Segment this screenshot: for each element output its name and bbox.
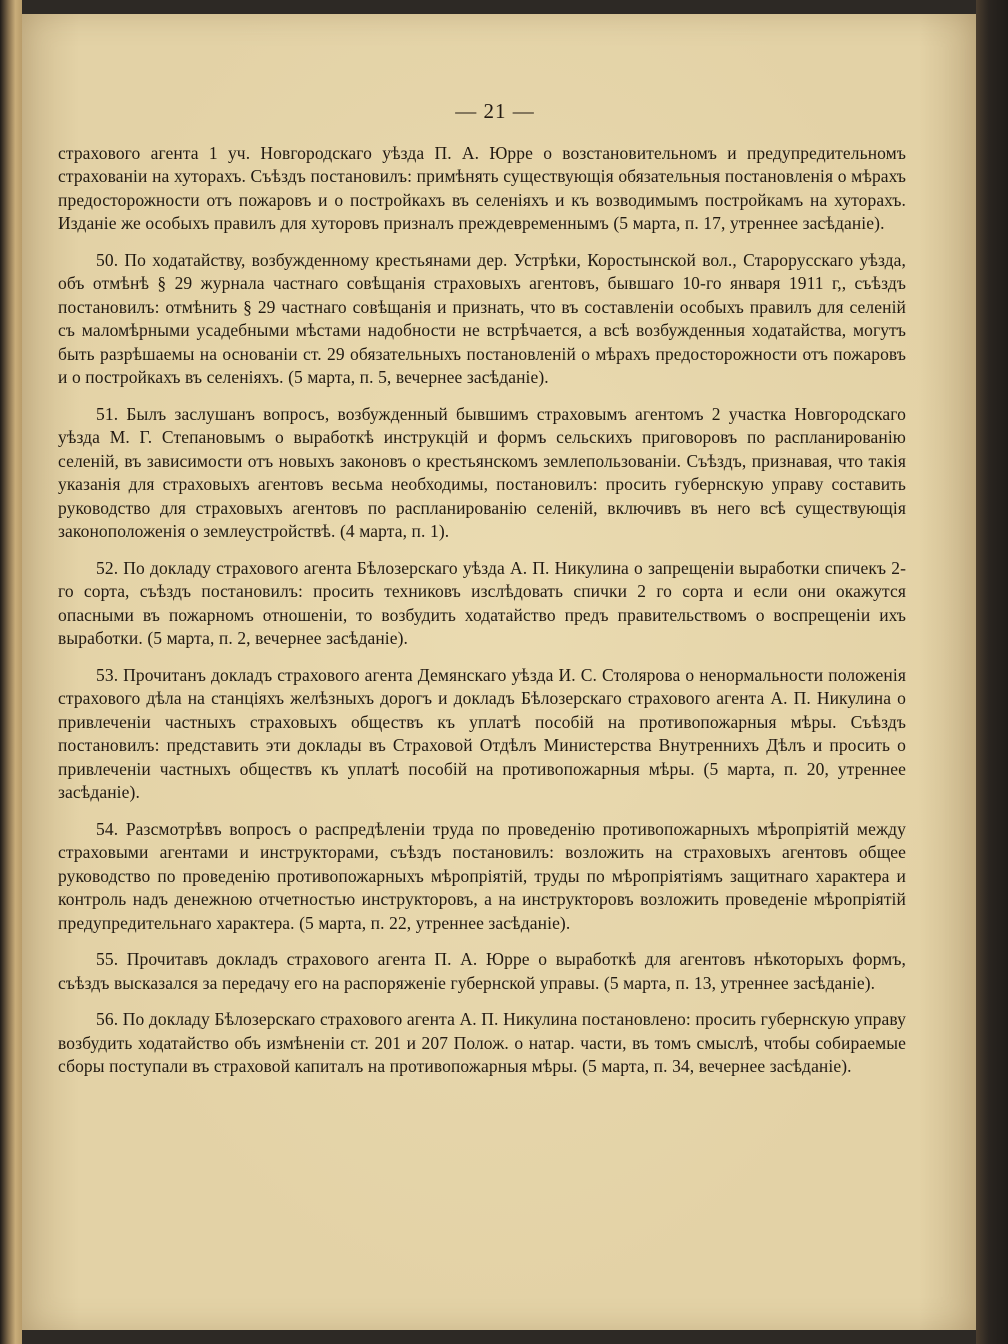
paragraph-51: 51. Былъ заслушанъ вопросъ, возбужденный бывшимъ страховымъ агентомъ 2 участка Новгородскаго уѣзда М. Г. Степановымъ о выработкѣ инструкцій и формъ сельскихъ приговоровъ по распланированію селеній, въ зависимости отъ новыхъ законовъ о крестьянскомъ землепользованіи. Съѣздъ, признавая, что такія указанія для страховыхъ агентовъ весьма необходимы, постановилъ: просить губернскую управу составить руководство для страховыхъ агентовъ по распланированію селеній, включивъ въ него всѣ существующія законоположенія о землеустройствѣ. (4 марта, п. 1). [58, 403, 906, 541]
paragraph-50: 50. По ходатайству, возбужденному крестьянами дер. Устрѣки, Коростынской вол., Старорусскаго уѣзда, объ отмѣнѣ § 29 журнала частнаго совѣщанія страховыхъ агентовъ, бывшаго 10-го января 1911 г,, съѣздъ постановилъ: отмѣнить § 29 частнаго совѣщанія и признать, что въ составленіи особыхъ правилъ для селеній съ маломѣрными усадебными мѣстами надобности не встрѣчается, а всѣ возбужденныя ходатайства, могутъ быть разрѣшаемы на основаніи ст. 29 обязательныхъ постановленій о мѣрахъ предосторожности отъ пожаровъ и о постройкахъ въ селеніяхъ. (5 марта, п. 5, вечернее засѣданіе). [58, 249, 906, 387]
paragraph-49-continued: страхового агента 1 уч. Новгородскаго уѣзда П. А. Юрре о возстановительномъ и предупредительномъ страхованіи на хуторахъ. Съѣздъ постановилъ: примѣнять существующія обязательныя постановленія о мѣрахъ предосторожности отъ пожаровъ и о постройкахъ въ селеніяхъ и къ возводимымъ постройкамъ на хуторахъ. Изданіе же особыхъ правилъ для хуторовъ призналъ преждевременнымъ (5 марта, п. 17, утреннее засѣданіе). [58, 142, 906, 233]
page-number: — 21 — [455, 99, 535, 123]
page-text [58, 100, 906, 1092]
binding-edge [0, 0, 22, 1344]
paragraph-55: 55. Прочитавъ докладъ страхового агента П. А. Юрре о выработкѣ для агентовъ нѣкоторыхъ формъ, съѣздъ высказался за передачу его на распоряженіе губернской управы. (5 марта, п. 13, утреннее засѣданіе). [58, 949, 906, 993]
page-shadow-edge [976, 0, 1008, 1344]
paragraph-53: 53. Прочитанъ докладъ страхового агента Демянскаго уѣзда И. С. Столярова о ненормальности положенія страхового дѣла на станціяхъ желѣзныхъ дорогъ и докладъ Бѣлозерскаго страхового агента А. П. Никулина о привлеченіи частныхъ страховыхъ обществъ къ уплатѣ пособій на противопожарныя мѣры. Съѣздъ постановилъ: представить эти доклады въ Страховой Отдѣлъ Министерства Внутреннихъ Дѣлъ и просить о привлеченіи частныхъ обществъ къ уплатѣ пособій на противопожарныя мѣры. (5 марта, п. 20, утреннее засѣданіе). [58, 664, 906, 802]
paragraph-52: 52. По докладу страхового агента Бѣлозерскаго уѣзда А. П. Никулина о запрещеніи выработки спичекъ 2-го сорта, съѣздъ постановилъ: просить техниковъ изслѣдовать спички 2 го сорта и если они окажутся опасными въ пожарномъ отношеніи, то возбудить ходатайство предъ правительствомъ о воспрещеніи ихъ выработки. (5 марта, п. 2, вечернее засѣданіе). [58, 557, 906, 648]
paragraph-54: 54. Разсмотрѣвъ вопросъ о распредѣленіи труда по проведенію противопожарныхъ мѣропріятій между страховыми агентами и инструкторами, съѣздъ постановилъ: возложить на страховыхъ агентовъ общее руководство по проведенію противопожарныхъ мѣропріятій, труды по мѣропріятіямъ защитнаго характера и контроль надъ денежною отчетностью инструкторовъ, а на инструкторовъ возложить проведеніе мѣропріятій предупредительнаго характера. (5 марта, п. 22, утреннее засѣданіе). [58, 818, 906, 933]
paragraph-56: 56. По докладу Бѣлозерскаго страхового агента А. П. Никулина постановлено: просить губернскую управу возбудить ходатайство объ измѣненіи ст. 201 и 207 Полож. о натар. части, въ томъ смыслѣ, чтобы собираемые сборы поступали въ страховой капиталъ на противопожарныя мѣры. (5 марта, п. 34, вечернее засѣданіе). [58, 1009, 906, 1076]
